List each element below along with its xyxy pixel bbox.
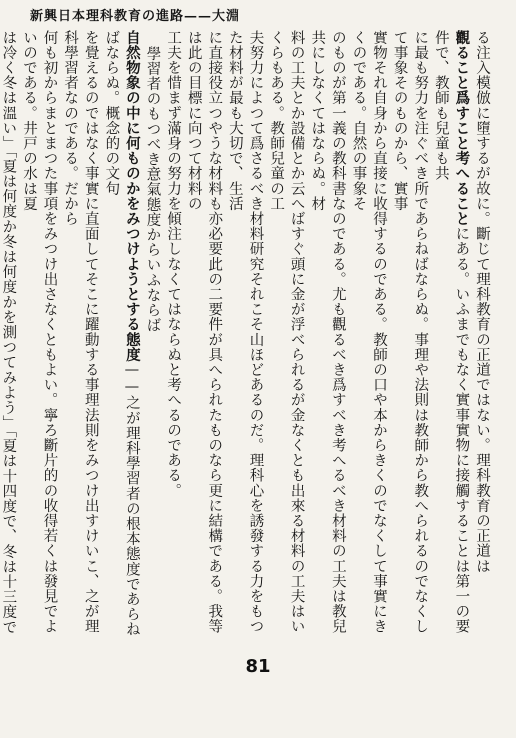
text-column-1: る注入模倣に墮するが故に。斷じて理科教育の正道ではない。理科教育の正道は bbox=[474, 30, 490, 574]
text-column-2 bbox=[430, 30, 471, 642]
page-number: 81 bbox=[245, 656, 271, 677]
emphasis-text: 自然物象の中に何ものかをみつけようとする態度 bbox=[123, 30, 141, 363]
text-column-7: 夫努力によつて爲さるべき材料研究それこそ山ほどあるのだ。理科心を誘發する力をもつた材料が最も大切で、生活 bbox=[226, 30, 264, 634]
text-column-4: 實物それ自身から直接に收得するのである。教師の口や本からきくのでなくして事實にきくのである。自然の事象そ bbox=[350, 30, 388, 634]
text-column-5: のものが第一義の教科書なのである。尤も觀るべき爲すべき考へるべき材料の工夫は教兒共にしなくてはならぬ。材 bbox=[309, 30, 346, 634]
text-column-11-rest: ——之が理科學習者の根本態度であらねばならぬ。概念的の文句 bbox=[103, 30, 140, 638]
text-column-10: 學習者のもつべき意氣態度からいふならば bbox=[144, 46, 161, 333]
text-column-8: に直接役立つやうな材料も亦必要此の二要件が具へられたものなら更に結構である。我等は此の目標に向つて材料の bbox=[185, 30, 223, 634]
text-column-9: 工夫を惜まず滿身の努力を傾注しなくてはならぬと考へるのである。 bbox=[165, 30, 182, 499]
text-column-3: に最も努力を注ぐべき所であらねばならぬ。事理や法則は教師から教へられるのでなくして事象そのものから、實事 bbox=[391, 30, 429, 634]
running-header: 新興日本理科教育の進路——大淵 bbox=[30, 9, 241, 24]
emphasis-text: 觀ること爲すこと考へること bbox=[453, 30, 471, 227]
text-column-13: 何も初からまとまつた事項をみつけ出さなくともよい。寧ろ斷片的の收得若くは發見でよいのである。井戸の水は夏 bbox=[20, 30, 58, 634]
text-column-12: を覺えるのではなく事實に直面してそこに躍動する事理法則をみつけ出すけいこ、之が理科學習者なのである。だから bbox=[62, 30, 99, 634]
text-column-11 bbox=[101, 30, 142, 642]
vertical-text-body bbox=[0, 30, 492, 642]
text-column-2-rest: にある。いふまでもなく實事實物に接觸することは第一の要件で、教師も兒童も共 bbox=[432, 30, 470, 635]
text-column-6: 料の工夫とか設備とか云へばすぐ頭に金が浮べられるが金なくとも出來る材料の工夫はいくらもある。教師兒童の工 bbox=[268, 30, 305, 634]
text-column-14: は冷く冬は溫い」「夏は何度か冬は何度かを測つてみよう」「夏は十四度で、冬は十三度で bbox=[0, 30, 17, 635]
